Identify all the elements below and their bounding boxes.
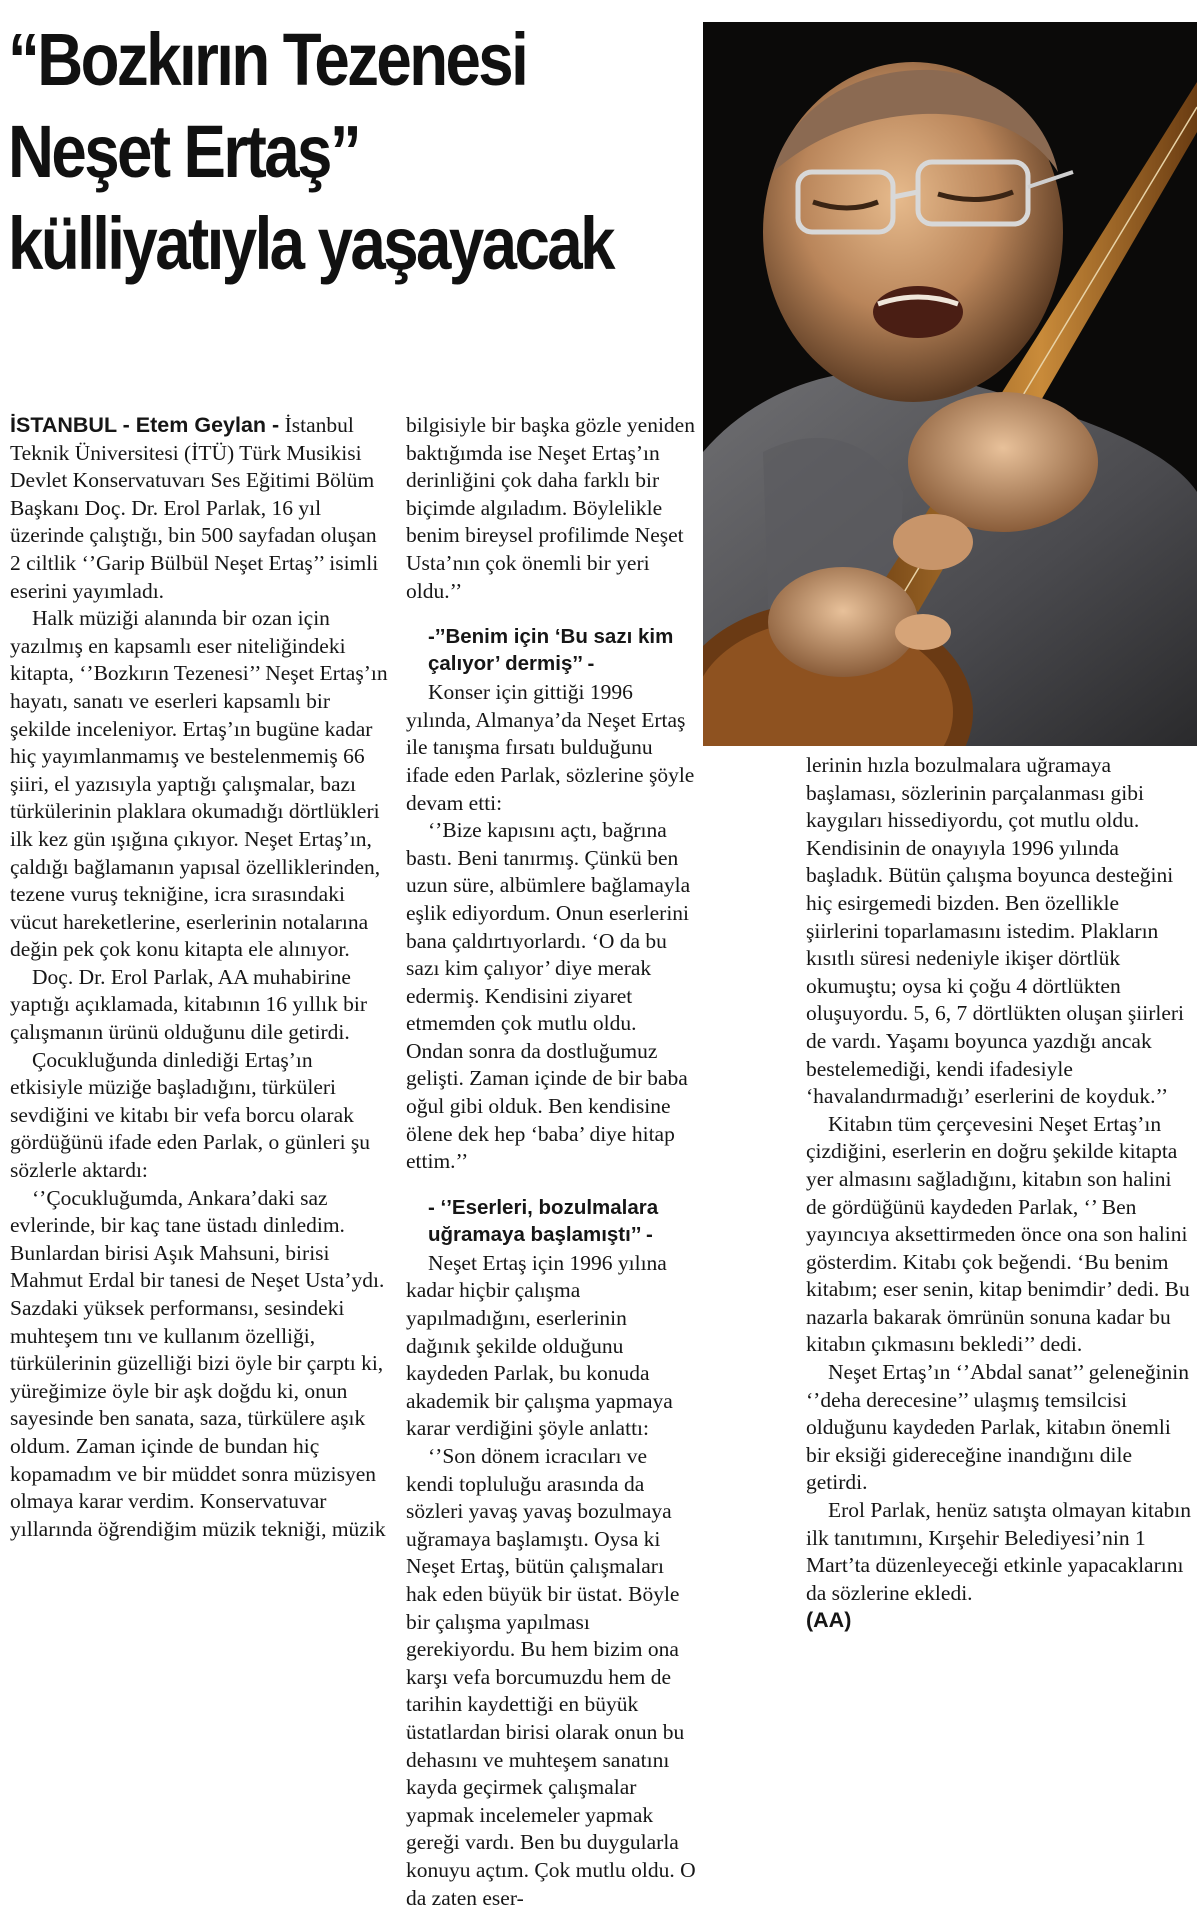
headline-line-1: “Bozkırın Tezenesi [8,18,527,101]
paragraph: Halk müziği alanında bir ozan için yazılmış en kapsamlı eser niteliğindeki kitapta, ‘’Bozkırın Tezenesi’’ Neşet Ertaş’ın hayatı, sanatı ve eserleri kapsamlı bir şekilde inceleniyor. Ertaş’ın bugüne kadar hiç yayımlanmamış ve bestelenmemiş 66 şiiri, el yazısıyla yaptığı çalışmalar, bazı türkülerinin plaklara okumadığı dörtlükleri ilk kez gün ışığına çıkıyor. Neşet Ertaş’ın, çaldığı bağlamanın yapısal özelliklerinden, tezene vuruş tekniğine, icra sırasındaki vücut hareketlerine, eserlerinin notalarına değin pek çok konu kitapta ele alınıyor. [10,606,388,962]
paragraph: Neşet Ertaş için 1996 yılına kadar hiçbir çalışma yapılmadığını, eserlerinin dağınık şekilde olduğunu kaydeden Parlak, bu konuda akademik bir çalışma yapmaya karar verdiğini şöyle anlattı: [406,1250,673,1441]
article-column-1 [10,412,390,1543]
paragraph: Erol Parlak, henüz satışta olmayan kitabın ilk tanıtımını, Kırşehir Belediyesi’nin 1 Mart’ta düzenleyeceği etkinle yapacaklarını da sözlerine ekledi. [806,1498,1192,1605]
article-column-3 [806,752,1192,1635]
subheading: -’’Benim için ‘Bu sazı kim çalıyor’ dermiş’’ - [428,625,674,676]
paragraph: Doç. Dr. Erol Parlak, AA muhabirine yaptığı açıklamada, kitabının 16 yıllık bir çalışmanın ürünü olduğunu dile getirdi. [10,964,368,1045]
paragraph: ‘’Son dönem icracıları ve kendi topluluğu arasında da sözleri yavaş yavaş bozulmaya uğramaya başlamıştı. Oysa ki Neşet Ertaş, bütün çalışmaları hak eden büyük bir üstat. Böyle bir çalışma yapılması gerekiyordu. Bu hem bizim ona karşı vefa borcumuzdu hem de tarihin kaydettiği en büyük üstatlardan birisi olarak onun bu dehasını ve muhteşem sanatını kayda geçirmek çalışmalar yapmak incelemeler yapmak gereği vardı. Ben bu duygularla konuyu açtım. Çok mutlu oldu. O da zaten eser- [406,1444,696,1910]
headline [8,14,613,290]
agency-signature: (AA) [806,1608,852,1633]
paragraph: Çocukluğunda dinlediği Ertaş’ın etkisiyle müziğe başladığını, türküleri sevdiğini ve kitabı bir vefa borcu olarak gördüğünü ifade eden Parlak, o günleri şu sözlerle aktardı: [10,1047,371,1183]
paragraph: Kitabın tüm çerçevesini Neşet Ertaş’ın çizdiğini, eserlerin en doğru şekilde kitapta yer almasını sağladığını, kitabın son halini de gördüğünü kaydeden Parlak, ‘’ Ben yayıncıya aksettirmeden önce ona son halini gösterdim. Kitabı çok beğendi. ‘Bu benim kitabım; eser senin, kitap benimdir’ dedi. Bu nazarla bakarak ömrünün sonuna kadar bu kitabın çıkmasını bekledi’’ dedi. [806,1111,1190,1357]
paragraph: Neşet Ertaş’ın ‘’Abdal sanat’’ geleneğinin ‘’deha derecesine’’ ulaşmış temsilcisi olduğunu kaydeden Parlak, kitabın önemli bir eksiği gidereceğine inandığını dile getirdi. [806,1360,1189,1495]
subheading: - ‘’Eserleri, bozulmalara uğramaya başlamıştı’’ - [428,1195,659,1246]
musician-playing-saz-photo-icon [703,22,1197,746]
headline-line-2: Neşet Ertaş” [8,110,360,193]
paragraph: ‘’Çocukluğumda, Ankara’daki saz evlerinde, bir kaç tane üstadı dinledim. Bunlardan birisi Aşık Mahsuni, birisi Mahmut Erdal bir tanesi de Neşet Usta’ydı. Sazdaki yüksek performansı, sesindeki muhteşem tını ve kullanım özelliği, türkülerinin güzelliği bizi öyle bir çarptı ki, yüreğimize öyle bir aşk doğdu ki, onun sayesinde ben sanata, saza, türkülere aşık oldum. Zaman içinde de bundan hiç kopamadım ve bir müddet sonra müzisyen olmaya karar verdim. Konservatuvar yıllarında öğrendiğim müzik tekniği, müzik [10,1185,386,1541]
lead-text: İstanbul Teknik Üniversitesi (İTÜ) Türk Musikisi Devlet Konservatuvarı Ses Eğitimi Bölüm Başkanı Doç. Dr. Erol Parlak, 16 yıl üzerinde çalıştığı, bin 500 sayfadan oluşan 2 ciltlik ‘’Garip Bülbül Neşet Ertaş’’ isimli eserini yayımladı. [10,413,379,603]
dateline: İSTANBUL - Etem Geylan - [10,413,280,437]
paragraph: bilgisiyle bir başka gözle yeniden baktığımda ise Neşet Ertaş’ın derinliğini çok daha farklı bir biçimde algıladım. Böylelikle benim bireysel profilimde Neşet Usta’nın çok önemli bir yeri oldu.’’ [406,413,695,603]
paragraph: ‘’Bize kapısını açtı, bağrına bastı. Beni tanırmış. Çünkü ben uzun süre, albümlere bağlamayla eşlik ediyordum. Onun eserlerini bana çaldırtıyorlardı. ‘O da bu sazı kim çalıyor’ diye merak edermiş. Kendisini ziyaret etmemden çok mutlu oldu. Ondan sonra da dostluğumuz gelişti. Zaman içinde de bir baba oğul gibi olduk. Ben kendisine ölene dek hep ‘baba’ diye hitap ettim.’’ [406,818,691,1174]
musician-photo [703,22,1197,746]
paragraph: Konser için gittiği 1996 yılında, Almanya’da Neşet Ertaş ile tanışma fırsatı bulduğunu ifade eden Parlak, sözlerine şöyle devam etti: [406,680,695,815]
article-column-2 [406,412,696,1912]
byline-paragraph [10,412,390,605]
headline-line-3: külliyatıyla yaşayacak [8,202,613,285]
paragraph: lerinin hızla bozulmalara uğramaya başlaması, sözlerinin parçalanması gibi kaygıları hissediyordu, çot mutlu oldu. Kendisinin de onayıyla 1996 yılında başladık. Bütün çalışma boyunca desteğini hiç esirgemedi bizden. Ben özellikle şiirlerini toparlamasını istedim. Plakların kısıtlı süresi nedeniyle ikişer dörtlük okumuştu; oysa ki çoğu 4 dörtlükten oluşuyordu. 5, 6, 7 dörtlükten oluşan şiirleri de vardı. Yaşamı boyunca yazdığı ancak bestelemediği, kendi ifadesiyle ‘havalandırmadığı’ eserlerini de koyduk.’’ [806,753,1185,1109]
